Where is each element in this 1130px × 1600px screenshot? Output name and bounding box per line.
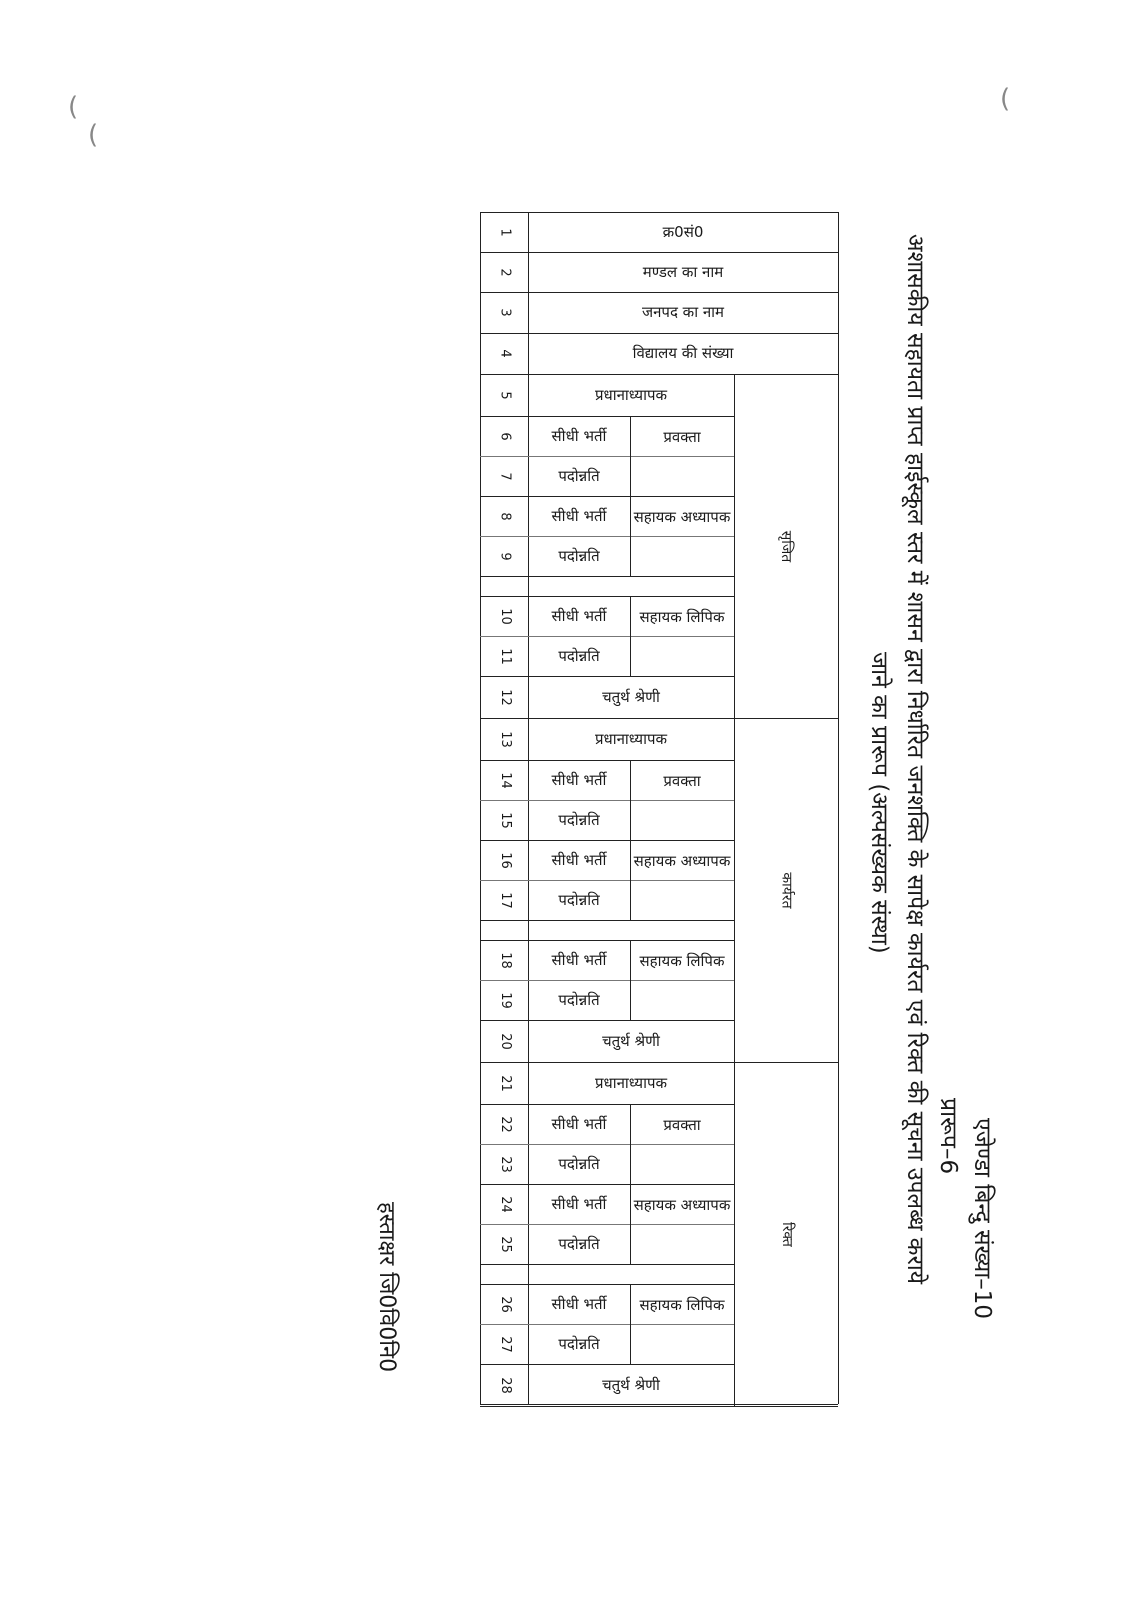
row-number — [482, 636, 528, 676]
row-number — [482, 416, 528, 456]
row-number — [482, 1324, 528, 1364]
post-class-four: चतुर्थ श्रेणी — [602, 687, 660, 706]
group-label — [736, 374, 838, 718]
post-assistant-teacher: सहायक अध्यापक — [633, 508, 731, 526]
row-number — [482, 1284, 528, 1324]
school-count-header: विद्यालय की संख्या — [632, 344, 734, 362]
promotion: पदोन्नति — [558, 1334, 600, 1353]
row-number — [482, 940, 528, 980]
row-number-text: 17 — [497, 891, 513, 909]
group-label — [736, 1062, 838, 1406]
row-number — [482, 1144, 528, 1184]
scan-mark: ( — [68, 92, 79, 122]
row-number-text: 22 — [497, 1115, 513, 1133]
row-number-text: 26 — [497, 1295, 513, 1313]
direct-recruitment: सीधी भर्ती — [551, 770, 607, 789]
promotion: पदोन्नति — [558, 646, 600, 665]
row-number-text: 6 — [497, 431, 513, 441]
row-number — [482, 1224, 528, 1264]
signature-label: हस्ताक्षर जि0वि0नि0 — [374, 1202, 399, 1373]
post-assistant-teacher: सहायक अध्यापक — [633, 852, 731, 870]
row-number — [482, 1020, 528, 1062]
direct-recruitment: सीधी भर्ती — [551, 850, 607, 869]
division-name-header: मण्डल का नाम — [642, 262, 724, 281]
agenda-reference: एजेण्डा बिन्दु संख्या–10 — [969, 1118, 995, 1320]
row-number-text: 28 — [497, 1376, 513, 1394]
post-principal: प्रधानाध्यापक — [594, 385, 668, 404]
row-number-text: 11 — [497, 647, 513, 665]
promotion: पदोन्नति — [558, 990, 600, 1009]
table-rule — [838, 212, 839, 1404]
row-number — [482, 333, 528, 374]
table-rule — [528, 920, 734, 921]
row-number-text: 16 — [497, 851, 513, 869]
row-number — [482, 1184, 528, 1224]
row-number — [482, 292, 528, 333]
direct-recruitment: सीधी भर्ती — [551, 1194, 607, 1213]
table-rule — [480, 212, 481, 1404]
row-number-text: 13 — [497, 730, 513, 748]
row-number — [482, 1062, 528, 1104]
row-number — [482, 374, 528, 416]
table-rule — [528, 576, 734, 577]
post-principal: प्रधानाध्यापक — [594, 729, 668, 748]
row-number — [482, 676, 528, 718]
row-number-text: 2 — [497, 267, 513, 277]
row-number-text: 10 — [497, 607, 513, 625]
direct-recruitment: सीधी भर्ती — [551, 1294, 607, 1313]
row-number — [482, 212, 528, 252]
table-rule — [528, 1264, 734, 1265]
row-number — [482, 840, 528, 880]
table-rule — [734, 1062, 735, 1406]
row-number-text: 20 — [497, 1032, 513, 1050]
promotion: पदोन्नति — [558, 1234, 600, 1253]
direct-recruitment: सीधी भर्ती — [551, 1114, 607, 1133]
post-lecturer: प्रवक्ता — [663, 428, 701, 446]
row-number-text: 27 — [497, 1335, 513, 1353]
row-number-text: 9 — [497, 551, 513, 561]
row-number-text: 4 — [497, 349, 513, 358]
post-class-four: चतुर्थ श्रेणी — [602, 1031, 660, 1050]
serial-number-header: क्र0सं0 — [662, 222, 704, 241]
row-number — [482, 718, 528, 760]
scan-mark: ( — [88, 120, 99, 150]
table-rule — [480, 576, 528, 577]
row-number-text: 14 — [497, 771, 513, 789]
promotion: पदोन्नति — [558, 466, 600, 485]
row-number-text: 23 — [497, 1155, 513, 1173]
row-number-text: 15 — [497, 811, 513, 829]
row-number — [482, 596, 528, 636]
post-class-four: चतुर्थ श्रेणी — [602, 1375, 660, 1394]
row-number-text: 8 — [497, 511, 513, 521]
post-lecturer: प्रवक्ता — [663, 1116, 701, 1134]
form-number: प्रारूप–6 — [935, 1098, 961, 1175]
group-label-text: रिक्त — [778, 1221, 795, 1247]
table-rule — [480, 1264, 528, 1265]
row-number — [482, 980, 528, 1020]
row-number — [482, 880, 528, 920]
row-number-text: 1 — [497, 227, 513, 237]
post-principal: प्रधानाध्यापक — [594, 1073, 668, 1092]
group-label-text: सृजित — [778, 530, 795, 562]
table-rule — [480, 920, 528, 921]
row-number — [482, 1104, 528, 1144]
direct-recruitment: सीधी भर्ती — [551, 606, 607, 625]
post-assistant-clerk: सहायक लिपिक — [639, 608, 725, 626]
row-number — [482, 536, 528, 576]
scan-mark: ( — [1000, 84, 1011, 114]
table-rule — [480, 1406, 838, 1407]
row-number-text: 18 — [497, 951, 513, 969]
row-number — [482, 456, 528, 496]
row-number-text: 12 — [497, 688, 513, 706]
row-number-text: 19 — [497, 991, 513, 1009]
row-number-text: 5 — [497, 390, 513, 400]
promotion: पदोन्नति — [558, 890, 600, 909]
district-name-header: जनपद का नाम — [641, 303, 725, 321]
promotion: पदोन्नति — [558, 1154, 600, 1173]
post-assistant-clerk: सहायक लिपिक — [639, 1296, 725, 1314]
promotion: पदोन्नति — [558, 810, 600, 829]
row-number-text: 25 — [497, 1235, 513, 1253]
direct-recruitment: सीधी भर्ती — [551, 426, 607, 445]
row-number — [482, 800, 528, 840]
post-assistant-teacher: सहायक अध्यापक — [633, 1196, 731, 1214]
row-number — [482, 252, 528, 292]
promotion: पदोन्नति — [558, 546, 600, 565]
row-number-text: 7 — [497, 471, 513, 481]
group-label — [736, 718, 838, 1062]
post-lecturer: प्रवक्ता — [663, 772, 701, 790]
document-title: अशासकीय सहायता प्राप्त हाईस्कूल स्तर में शासन द्वारा निर्धारित जनशक्ति के सापेक्ष कार्यरत एवं रिक्त की सूचना उपलब्ध कराये — [902, 234, 928, 1285]
table-rule — [734, 374, 735, 718]
row-number-text: 24 — [497, 1195, 513, 1213]
direct-recruitment: सीधी भर्ती — [551, 506, 607, 525]
post-assistant-clerk: सहायक लिपिक — [639, 952, 725, 970]
row-number-text: 21 — [497, 1074, 513, 1092]
row-number-text: 3 — [497, 308, 513, 317]
direct-recruitment: सीधी भर्ती — [551, 950, 607, 969]
row-number — [482, 1364, 528, 1406]
table-rule — [734, 718, 735, 1062]
document-subtitle: जाने का प्रारूप (अल्पसंख्यक संस्था) — [866, 652, 892, 954]
row-number — [482, 760, 528, 800]
row-number — [482, 496, 528, 536]
group-label-text: कार्यरत — [778, 871, 795, 909]
